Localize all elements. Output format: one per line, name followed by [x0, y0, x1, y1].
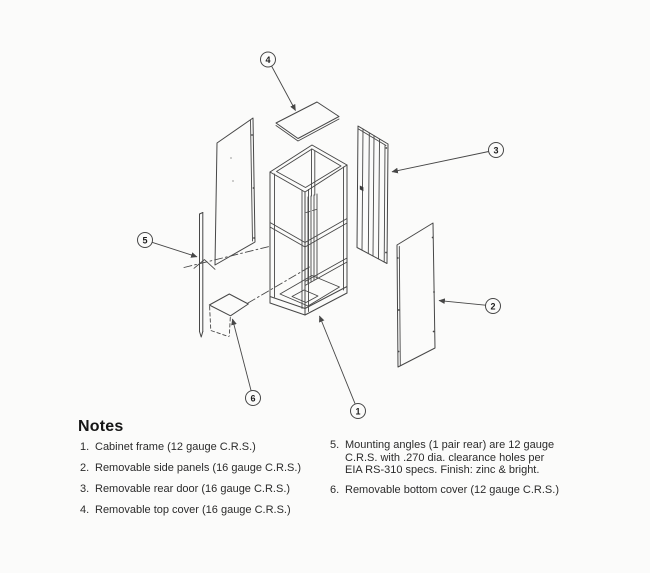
callout-2-number: 2 [490, 301, 496, 312]
notes-heading: Notes [78, 418, 124, 435]
note-text: Removable top cover (16 gauge C.R.S.) [95, 504, 291, 517]
callout-1 [320, 316, 366, 419]
callout-3 [392, 143, 504, 172]
note-item-2 [80, 462, 345, 475]
note-number: 6. [330, 483, 340, 496]
callout-3-number: 3 [493, 145, 499, 156]
note-item-3 [80, 483, 345, 496]
notes-left-column [80, 441, 345, 525]
rear-door [357, 126, 388, 264]
note-text: Removable rear door (16 gauge C.R.S.) [95, 483, 291, 496]
callout-4 [261, 52, 296, 111]
top-cover [276, 102, 339, 141]
callout-1-number: 1 [355, 406, 361, 417]
left-side-panel [215, 118, 255, 265]
note-number: 2. [80, 462, 90, 475]
callout-5 [138, 233, 198, 257]
callout-4-number: 4 [265, 54, 271, 65]
note-item-6 [330, 484, 562, 497]
callout-6-number: 6 [250, 393, 256, 404]
notes-right-column [330, 439, 562, 503]
callout-5-number: 5 [142, 235, 148, 246]
note-text: Removable bottom cover (12 gauge C.R.S.) [345, 483, 559, 496]
note-text: Cabinet frame (12 gauge C.R.S.) [95, 441, 256, 453]
note-text: Mounting angles (1 pair rear) are 12 gauge C.R.S. with .270 dia. clearance holes per EIA RS-310 specs. Finish: zinc & bright. [345, 439, 555, 477]
right-side-panel [397, 223, 435, 367]
note-item-4 [80, 504, 345, 517]
mounting-angle [200, 213, 203, 338]
callout-6 [233, 319, 261, 406]
callout-2 [439, 299, 501, 314]
cabinet-frame [270, 145, 347, 315]
note-text: Removable side panels (16 gauge C.R.S.) [95, 462, 302, 475]
note-item-5 [330, 439, 562, 477]
note-number: 4. [80, 504, 90, 517]
note-number: 5. [330, 439, 340, 451]
note-number: 3. [80, 483, 90, 496]
note-item-1 [80, 441, 345, 454]
bottom-cover [209, 294, 248, 337]
note-number: 1. [80, 441, 90, 453]
